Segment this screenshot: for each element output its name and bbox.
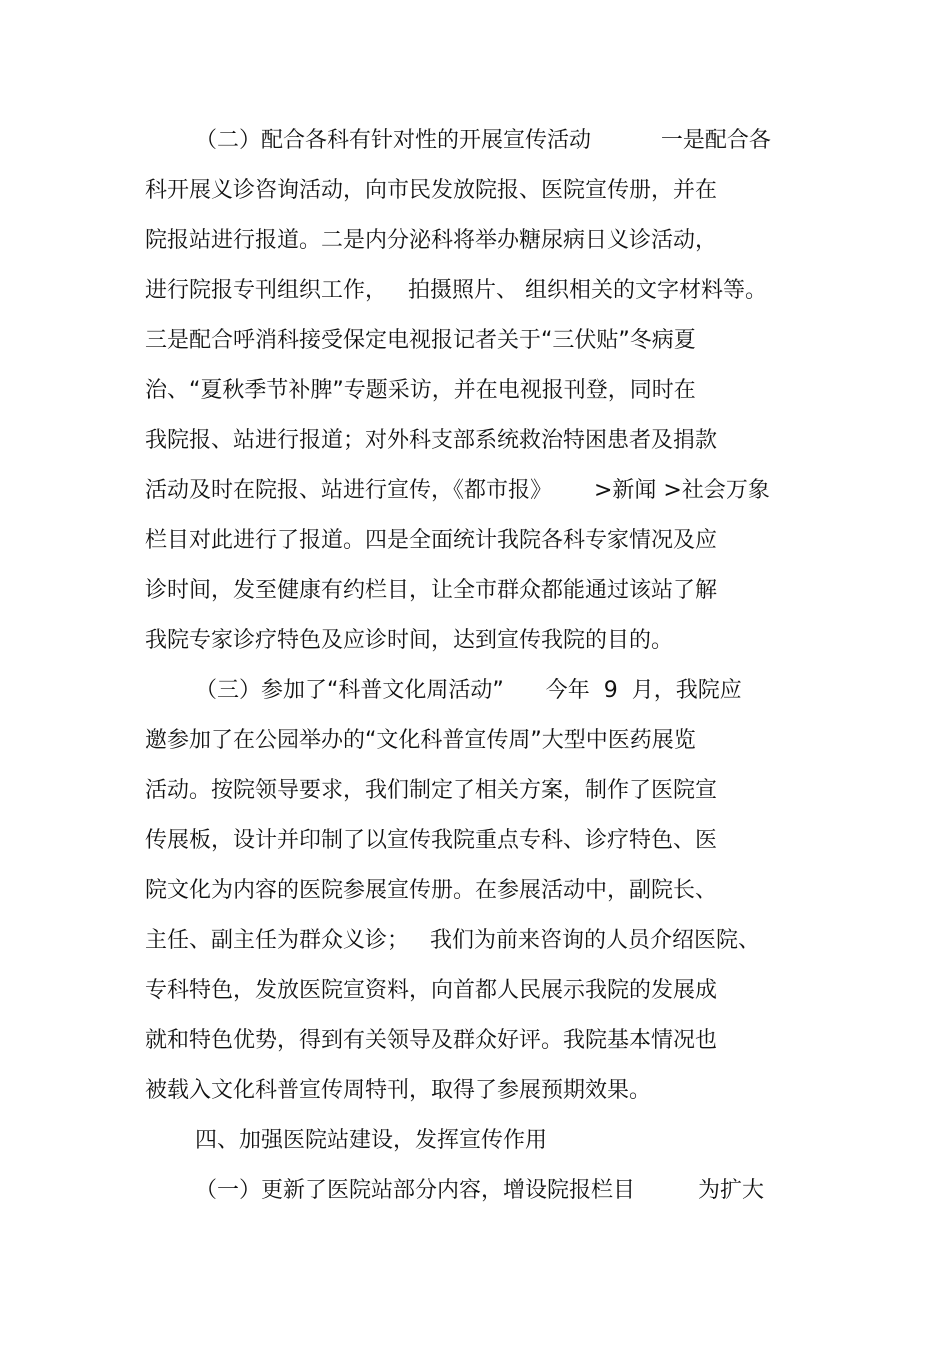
paragraph-line: （三）参加了“科普文化周活动” 今年 9 月，我院应 (195, 678, 742, 703)
paragraph-line: 院文化为内容的医院参展宣传册。在参展活动中，副院长、 (145, 878, 718, 903)
paragraph-line: 传展板，设计并印制了以宣传我院重点专科、诊疗特色、医 (145, 828, 718, 853)
paragraph-line: 三是配合呼消科接受保定电视报记者关于“三伏贴”冬病夏 (145, 328, 696, 353)
paragraph-line: 院报站进行报道。二是内分泌科将举办糖尿病日义诊活动， (145, 228, 718, 253)
paragraph-line: （二）配合各科有针对性的开展宣传活动 一是配合各 (195, 128, 771, 153)
paragraph-line: 专科特色，发放医院宣资料，向首都人民展示我院的发展成 (145, 978, 718, 1003)
paragraph-line: 治、“夏秋季节补脾”专题采访，并在电视报刊登，同时在 (145, 378, 696, 403)
paragraph-line: 邀参加了在公园举办的“文化科普宣传周”大型中医药展览 (145, 728, 696, 753)
paragraph-line: 主任、副主任为群众义诊； 我们为前来咨询的人员介绍医院、 (145, 928, 760, 953)
section-heading: 四、加强医院站建设，发挥宣传作用 (195, 1128, 548, 1153)
paragraph-line: 进行院报专刊组织工作， 拍摄照片、 组织相关的文字材料等。 (145, 278, 767, 303)
paragraph-line: 我院专家诊疗特色及应诊时间，达到宣传我院的目的。 (145, 628, 674, 653)
paragraph-line: （一）更新了医院站部分内容，增设院报栏目 为扩大 (195, 1178, 764, 1203)
paragraph-line: 我院报、站进行报道；对外科支部系统救治特困患者及捐款 (145, 428, 718, 453)
paragraph-line: 栏目对此进行了报道。四是全面统计我院各科专家情况及应 (145, 528, 718, 553)
paragraph-line: 科开展义诊咨询活动，向市民发放院报、医院宣传册，并在 (145, 178, 718, 203)
paragraph-line: 活动及时在院报、站进行宣传，《都市报》 >新闻 >社会万象 (145, 478, 770, 503)
paragraph-line: 被载入文化科普宣传周特刊，取得了参展预期效果。 (145, 1078, 652, 1103)
paragraph-line: 活动。按院领导要求，我们制定了相关方案，制作了医院宣 (145, 778, 718, 803)
paragraph-line: 诊时间，发至健康有约栏目，让全市群众都能通过该站了解 (145, 578, 718, 603)
paragraph-line: 就和特色优势，得到有关领导及群众好评。我院基本情况也 (145, 1028, 718, 1053)
